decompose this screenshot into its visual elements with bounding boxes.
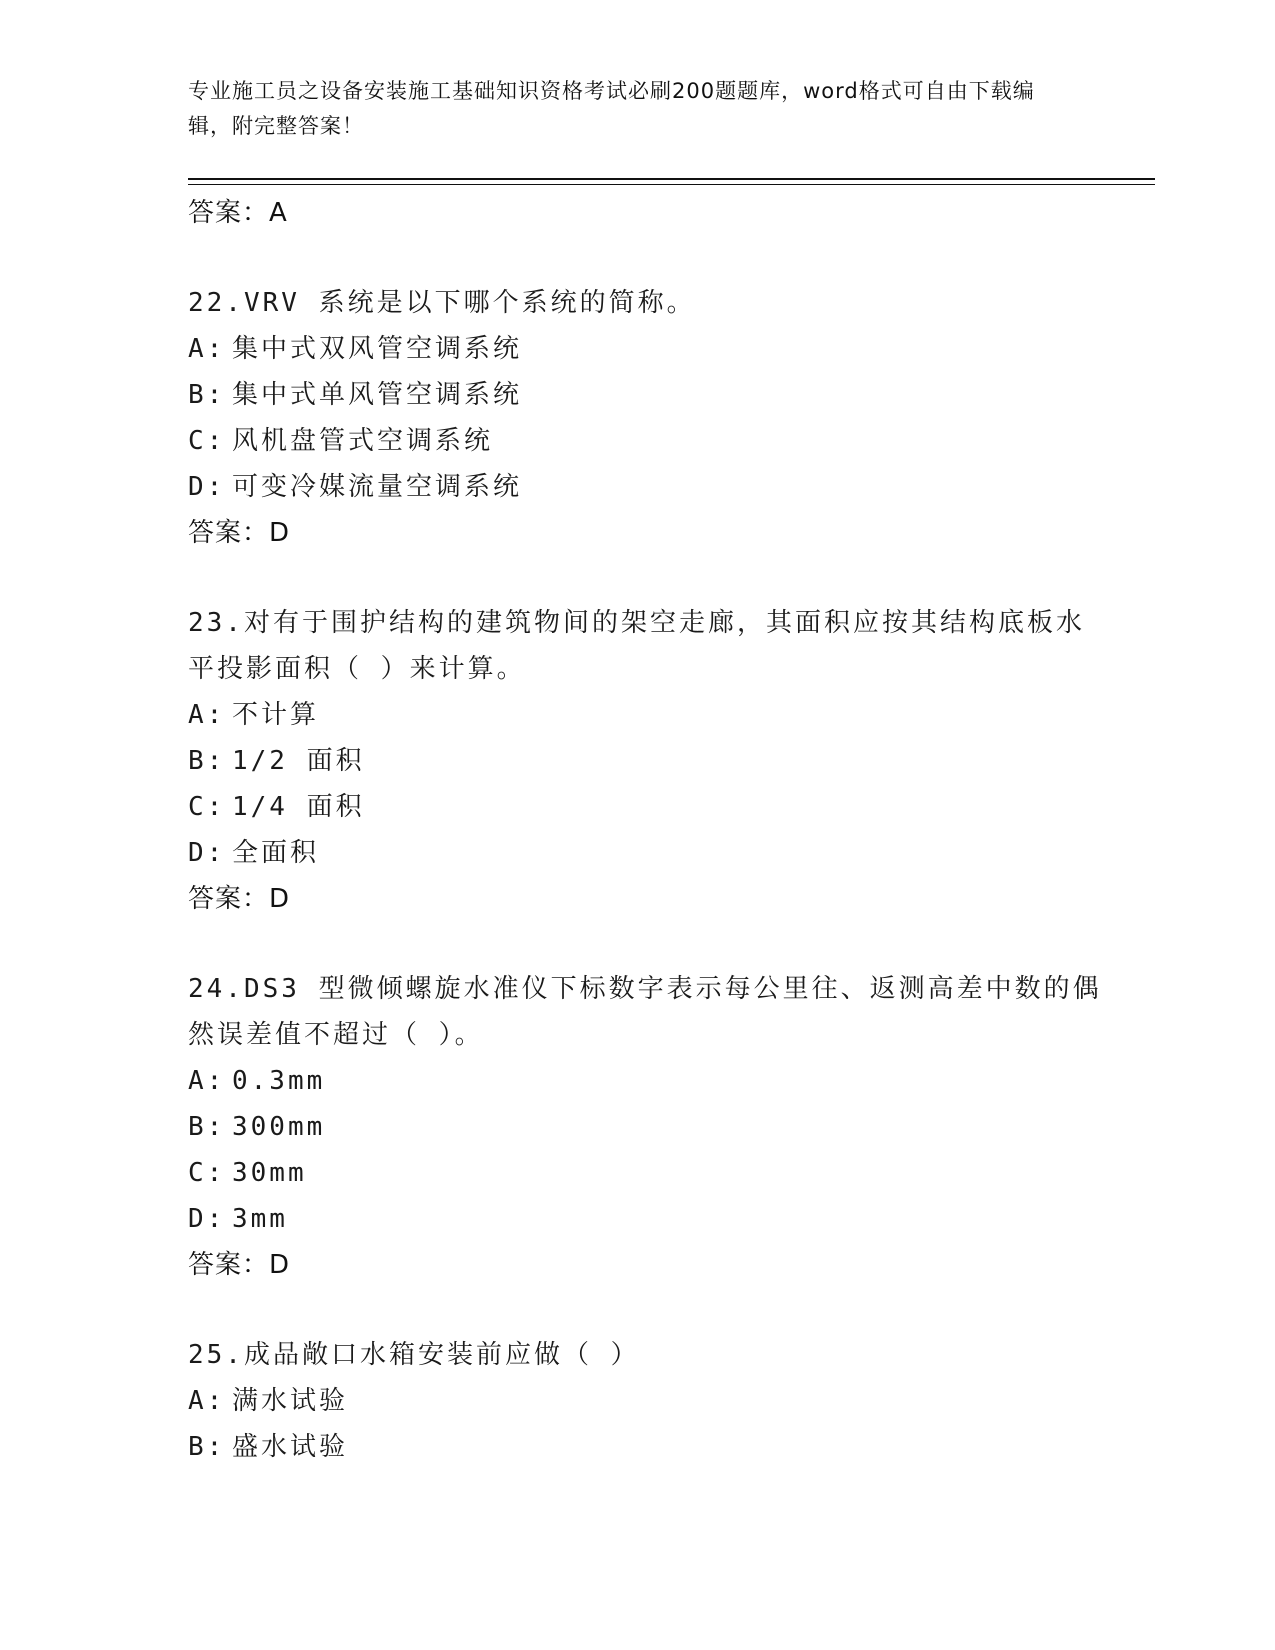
option-c xyxy=(188,784,1088,830)
option-letter: A: xyxy=(188,700,226,730)
option-letter: A: xyxy=(188,1386,226,1416)
option-letter: C: xyxy=(188,426,226,456)
option-text: 0.3mm xyxy=(232,1066,326,1096)
option-letter: C: xyxy=(188,792,226,822)
option-b xyxy=(188,1104,1088,1150)
header-divider-thin xyxy=(188,184,1155,185)
option-letter: D: xyxy=(188,838,226,868)
option-letter: B: xyxy=(188,380,226,410)
question-block xyxy=(188,600,1088,922)
option-letter: B: xyxy=(188,746,226,776)
option-a xyxy=(188,692,1088,738)
option-text: 盛水试验 xyxy=(232,1432,349,1462)
option-a xyxy=(188,1378,1088,1424)
question-block xyxy=(188,280,1088,556)
option-c xyxy=(188,1150,1088,1196)
option-text: 3mm xyxy=(232,1204,288,1234)
option-text: 全面积 xyxy=(232,838,320,868)
option-b xyxy=(188,372,1088,418)
question-text: 23.对有于围护结构的建筑物间的架空走廊，其面积应按其结构底板水 xyxy=(188,608,1085,638)
option-d xyxy=(188,830,1088,876)
question-text: 25.成品敞口水箱安装前应做（ ） xyxy=(188,1340,640,1370)
option-text: 集中式双风管空调系统 xyxy=(232,334,523,364)
header-divider xyxy=(188,178,1155,180)
answer-line: 答案：D xyxy=(188,518,291,548)
question-block xyxy=(188,1332,1088,1470)
option-b xyxy=(188,1424,1088,1470)
question-block xyxy=(188,966,1102,1288)
option-letter: D: xyxy=(188,1204,226,1234)
option-letter: B: xyxy=(188,1112,226,1142)
question-text: 22.VRV 系统是以下哪个系统的简称。 xyxy=(188,288,696,318)
answer-line: 答案：D xyxy=(188,884,291,914)
option-text: 可变冷媒流量空调系统 xyxy=(232,472,523,502)
option-letter: A: xyxy=(188,334,226,364)
option-text: 300mm xyxy=(232,1112,326,1142)
option-d xyxy=(188,464,1088,510)
question-text-continued: 平投影面积（ ）来计算。 xyxy=(188,654,526,684)
question-text-continued: 然误差值不超过（ ）。 xyxy=(188,1020,484,1050)
option-text: 30mm xyxy=(232,1158,307,1188)
option-a xyxy=(188,326,1088,372)
option-text: 集中式单风管空调系统 xyxy=(232,380,523,410)
answer-line: 答案：D xyxy=(188,1250,291,1280)
option-text: 满水试验 xyxy=(232,1386,349,1416)
option-text: 不计算 xyxy=(232,700,320,730)
option-d xyxy=(188,1196,1088,1242)
option-letter: D: xyxy=(188,472,226,502)
option-text: 1/2 面积 xyxy=(232,746,365,776)
question-text: 24.DS3 型微倾螺旋水准仪下标数字表示每公里往、返测高差中数的偶 xyxy=(188,974,1102,1004)
option-letter: C: xyxy=(188,1158,226,1188)
question-list xyxy=(188,190,1102,1470)
option-text: 风机盘管式空调系统 xyxy=(232,426,494,456)
option-text: 1/4 面积 xyxy=(232,792,365,822)
option-letter: A: xyxy=(188,1066,226,1096)
answer-line: 答案：A xyxy=(188,198,288,228)
option-b xyxy=(188,738,1088,784)
option-letter: B: xyxy=(188,1432,226,1462)
option-c xyxy=(188,418,1088,464)
page-header: 专业施工员之设备安装施工基础知识资格考试必刷200题题库，word格式可自由下载编辑，附完整答案！ xyxy=(188,79,1035,138)
option-a xyxy=(188,1058,1088,1104)
